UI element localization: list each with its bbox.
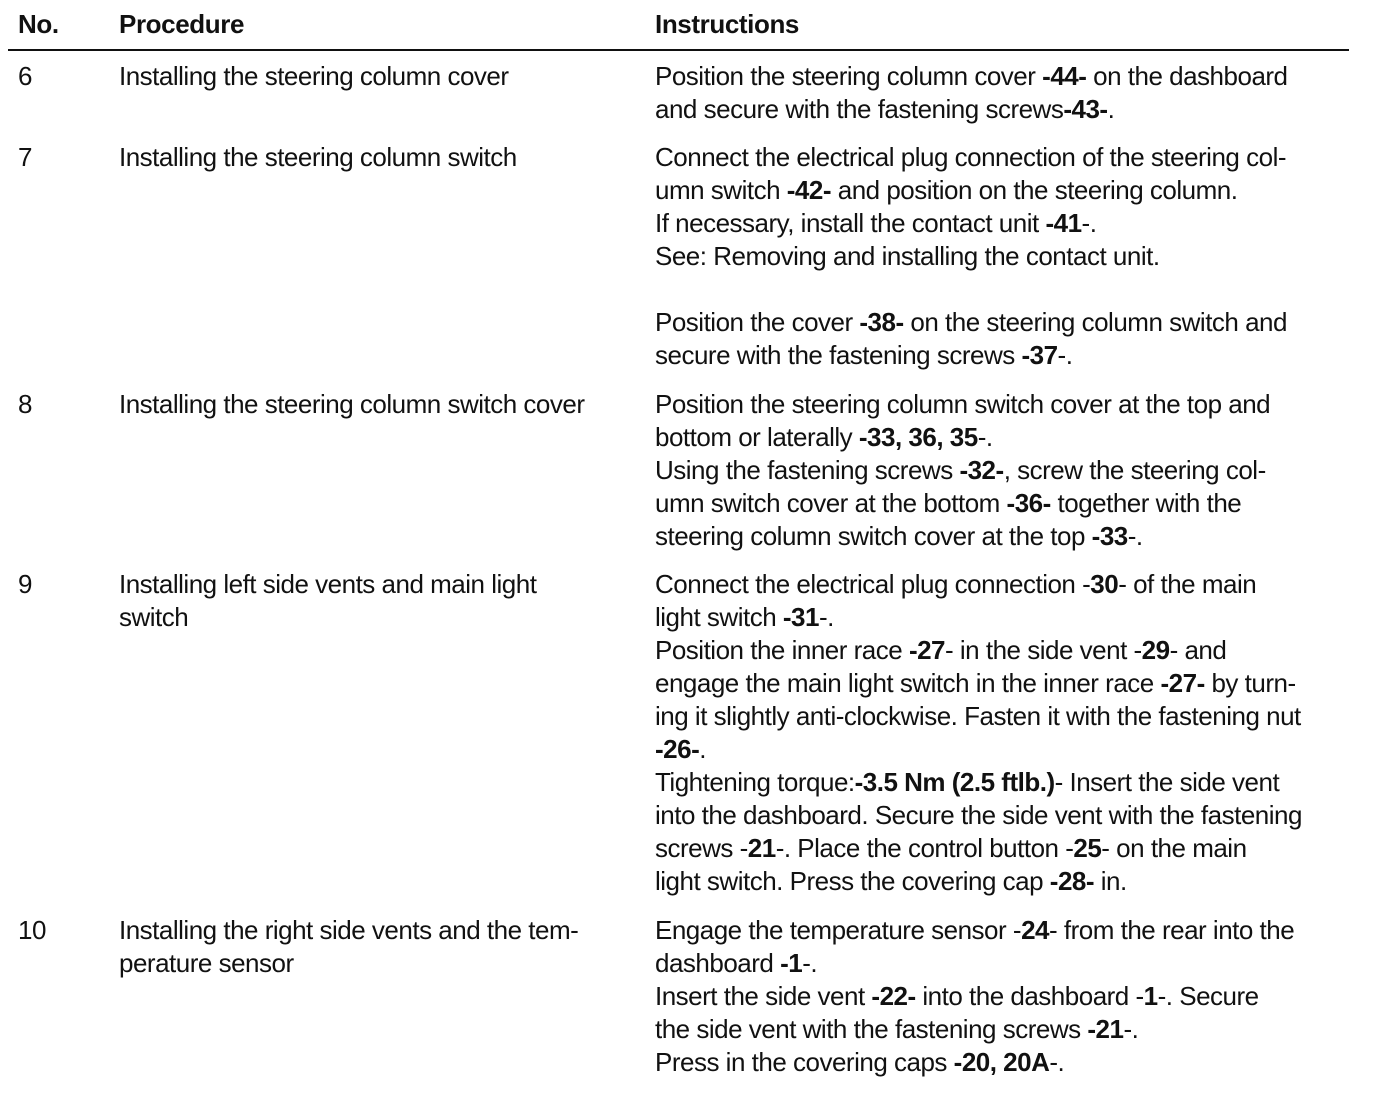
instruction-text: -. [977, 422, 993, 452]
instruction-text: Position the inner race [655, 635, 909, 665]
instruction-line [655, 174, 1355, 207]
instruction-line [655, 454, 1355, 487]
instruction-text: - from the rear into the [1048, 915, 1295, 945]
instruction-text: steering column switch cover at the top [655, 521, 1092, 551]
instruction-text: secure with the fastening screws [655, 340, 1022, 370]
instruction-text: engage the main light switch in the inner race [655, 668, 1161, 698]
instruction-line [655, 980, 1355, 1013]
instruction-text: by turn- [1204, 668, 1296, 698]
part-reference: -20, 20A [953, 1047, 1050, 1077]
instruction-text: into the dashboard - [915, 981, 1144, 1011]
procedure-cell [119, 388, 629, 421]
instruction-text: together with the [1050, 488, 1242, 518]
procedure-line: Installing the steering column switch cover [119, 389, 585, 419]
procedure-line: Installing the steering column switch [119, 142, 517, 172]
step-number: 7 [18, 142, 32, 172]
part-reference: -21 [1087, 1014, 1124, 1044]
instruction-line [655, 1046, 1355, 1079]
instruction-text: on the dashboard [1086, 61, 1288, 91]
instruction-line [655, 832, 1355, 865]
procedure-line: Installing left side vents and main light [119, 569, 537, 599]
step-number: 8 [18, 389, 32, 419]
instruction-text: Using the fastening screws [655, 455, 960, 485]
header-procedure: Procedure [119, 9, 245, 39]
instruction-line [655, 421, 1355, 454]
instruction-text: Connect the electrical plug connection - [655, 569, 1091, 599]
instruction-text: See: Removing and installing the contact unit. [655, 241, 1160, 271]
instruction-text: screws - [655, 833, 748, 863]
instructions-cell [655, 568, 1355, 898]
instruction-line [655, 487, 1355, 520]
part-reference: -37 [1021, 340, 1058, 370]
instruction-line [655, 93, 1355, 126]
part-reference: 29 [1141, 635, 1170, 665]
part-reference: -32- [959, 455, 1004, 485]
procedure-cell [119, 568, 629, 634]
part-reference: -43- [1063, 94, 1108, 124]
step-number: 10 [18, 915, 46, 945]
instruction-text: -. [1123, 1014, 1139, 1044]
part-reference: -33, 36, 35 [858, 422, 978, 452]
instruction-text: umn switch cover at the bottom [655, 488, 1007, 518]
part-reference: 1 [1143, 981, 1158, 1011]
procedure-cell [119, 60, 629, 93]
instruction-line [655, 766, 1355, 799]
part-reference: -41 [1045, 208, 1082, 238]
instruction-text: Connect the electrical plug connection of the steering col- [655, 142, 1286, 172]
part-reference: -22- [871, 981, 916, 1011]
instruction-text: and secure with the fastening screws [655, 94, 1064, 124]
part-reference: -42- [786, 175, 832, 205]
header-no: No. [18, 9, 59, 39]
part-reference: 25 [1073, 833, 1102, 863]
part-reference: 21 [747, 833, 776, 863]
instruction-line [655, 339, 1355, 372]
instruction-line [655, 733, 1355, 766]
instruction-text: Position the steering column switch cover at the top and [655, 389, 1271, 419]
part-reference: -1 [780, 948, 803, 978]
instruction-text: dashboard [655, 948, 781, 978]
procedure-cell [119, 141, 629, 174]
instruction-text: - on the main [1101, 833, 1247, 863]
instruction-text: Position the cover [655, 307, 860, 337]
instructions-cell [655, 141, 1355, 372]
instruction-line [655, 634, 1355, 667]
procedure-line: switch [119, 602, 189, 632]
step-number: 9 [18, 569, 32, 599]
instruction-text: umn switch [655, 175, 787, 205]
instruction-text: Engage the temperature sensor - [655, 915, 1022, 945]
instruction-text: . [699, 734, 706, 764]
instruction-text: . [1107, 94, 1115, 124]
part-reference: 30 [1090, 569, 1119, 599]
instruction-text: - Insert the side vent [1054, 767, 1280, 797]
part-reference: -38- [859, 307, 904, 337]
procedure-cell [119, 914, 629, 980]
part-reference: -27- [1160, 668, 1205, 698]
part-reference: -36- [1006, 488, 1051, 518]
instruction-line [655, 667, 1355, 700]
instruction-text: ing it slightly anti-clockwise. Fasten it with the fastening nut [655, 701, 1301, 731]
instruction-text: -. Secure [1157, 981, 1259, 1011]
part-reference: -33 [1091, 521, 1128, 551]
instruction-text: the side vent with the fastening screws [655, 1014, 1088, 1044]
instruction-text: on the steering column switch and [903, 307, 1287, 337]
instruction-text: -. [1057, 340, 1073, 370]
procedure-line: Installing the steering column cover [119, 61, 509, 91]
instruction-line [655, 799, 1355, 832]
instruction-text: -. [802, 948, 818, 978]
part-reference: -44- [1042, 61, 1087, 91]
instruction-text: and position on the steering column. [831, 175, 1238, 205]
instruction-line [655, 306, 1355, 339]
instruction-line [655, 700, 1355, 733]
instruction-text: -. [818, 602, 834, 632]
instruction-text: into the dashboard. Secure the side vent with the fastening [655, 800, 1302, 830]
instruction-text: Press in the covering caps [655, 1047, 954, 1077]
step-number: 6 [18, 61, 32, 91]
instruction-text: light switch. Press the covering cap [655, 866, 1050, 896]
part-reference: -3.5 Nm (2.5 ftlb.) [854, 767, 1055, 797]
procedure-line: Installing the right side vents and the tem- [119, 915, 579, 945]
instruction-text: -. Place the control button - [775, 833, 1074, 863]
instruction-line [655, 273, 1355, 306]
instruction-text: - in the side vent - [945, 635, 1142, 665]
part-reference: -28- [1049, 866, 1095, 896]
instruction-text: If necessary, install the contact unit [655, 208, 1046, 238]
instruction-text: Insert the side vent [655, 981, 872, 1011]
instruction-line [655, 601, 1355, 634]
instructions-cell [655, 60, 1355, 126]
part-reference: 24 [1021, 915, 1049, 945]
instruction-text: light switch [655, 602, 783, 632]
instruction-line [655, 568, 1355, 601]
procedure-line: perature sensor [119, 948, 294, 978]
part-reference: -27 [908, 635, 946, 665]
table-header [0, 0, 1376, 50]
instruction-text: Position the steering column cover [655, 61, 1043, 91]
part-reference: -26- [655, 734, 700, 764]
instruction-text: -. [1049, 1047, 1065, 1077]
header-instructions: Instructions [655, 9, 799, 39]
instruction-line [655, 207, 1355, 240]
instruction-text: - and [1169, 635, 1227, 665]
instructions-cell [655, 914, 1355, 1079]
instruction-line [655, 914, 1355, 947]
instruction-text: - of the main [1118, 569, 1257, 599]
instruction-text: in. [1094, 866, 1127, 896]
instruction-text: -. [1127, 521, 1143, 551]
instruction-text: , screw the steering col- [1003, 455, 1266, 485]
instruction-line [655, 1013, 1355, 1046]
instruction-text: bottom or laterally [655, 422, 859, 452]
instruction-line [655, 141, 1355, 174]
instruction-line [655, 947, 1355, 980]
instructions-cell [655, 388, 1355, 553]
header-divider [8, 49, 1349, 51]
instruction-text: Tightening torque: [655, 767, 855, 797]
instruction-line [655, 388, 1355, 421]
instruction-line [655, 60, 1355, 93]
instruction-line [655, 520, 1355, 553]
instruction-line [655, 240, 1355, 273]
instruction-text: -. [1081, 208, 1097, 238]
instruction-line [655, 865, 1355, 898]
part-reference: -31 [782, 602, 819, 632]
